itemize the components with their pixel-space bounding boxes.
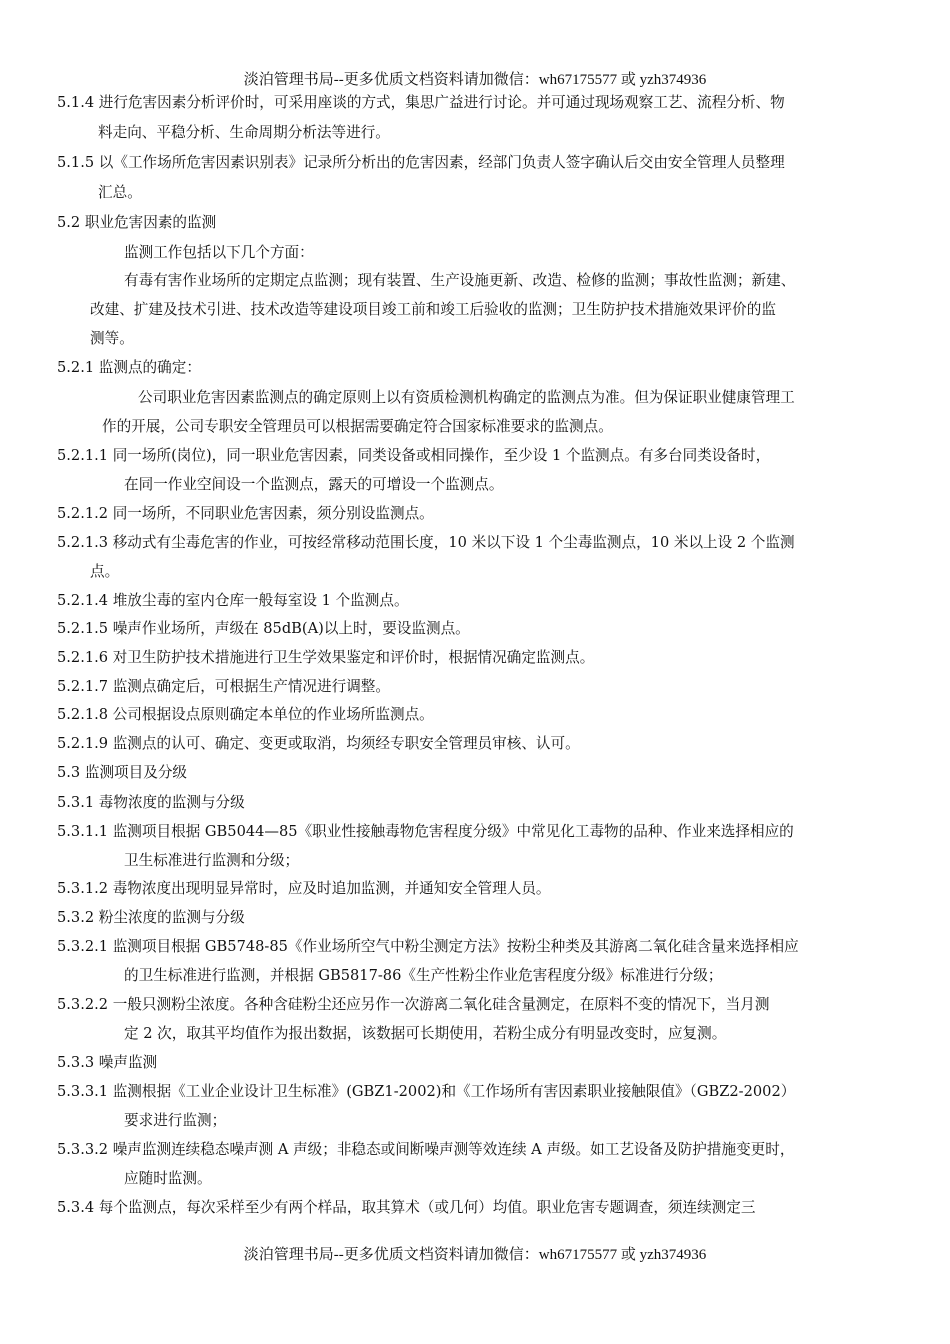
text-line: 在同一作业空间设一个监测点，露天的可增设一个监测点。: [124, 476, 504, 493]
section-heading: 5.3 监测项目及分级: [57, 764, 188, 781]
text-line: 定 2 次，取其平均值作为报出数据，该数据可长期使用，若粉尘成分有明显改变时，应复测。: [124, 1025, 727, 1042]
text-line: 5.2.1.3 移动式有尘毒危害的作业，可按经常移动范围长度，10 米以下设 1 个尘毒监测点，10 米以上设 2 个监测: [57, 534, 795, 551]
text-line: 5.2.1.2 同一场所，不同职业危害因素，须分别设监测点。: [57, 505, 434, 522]
text-line: 5.2.1.1 同一场所(岗位)，同一职业危害因素，同类设备或相同操作，至少设 1 个监测点。有多台同类设备时，: [57, 447, 771, 464]
text-line: 5.3.2.2 一般只测粉尘浓度。各种含硅粉尘还应另作一次游离二氧化硅含量测定，在原料不变的情况下，当月测: [57, 996, 770, 1013]
text-line: 汇总。: [98, 184, 142, 201]
text-line: 应随时监测。: [124, 1170, 212, 1187]
text-line: 5.2.1.6 对卫生防护技术措施进行卫生学效果鉴定和评价时，根据情况确定监测点。: [57, 649, 595, 666]
text-line: 5.1.5 以《工作场所危害因素识别表》记录所分析出的危害因素，经部门负责人签字确认后交由安全管理人员整理: [57, 154, 785, 171]
text-line: 料走向、平稳分析、生命周期分析法等进行。: [98, 124, 390, 141]
text-line: 卫生标准进行监测和分级；: [124, 852, 300, 869]
text-line: 5.1.4 进行危害因素分析评价时，可采用座谈的方式，集思广益进行讨论。并可通过现场观察工艺、流程分析、物: [57, 94, 785, 111]
text-line: 监测工作包括以下几个方面：: [124, 244, 314, 261]
section-heading: 5.3.3 噪声监测: [57, 1054, 158, 1071]
text-line: 有毒有害作业场所的定期定点监测；现有装置、生产设施更新、改造、检修的监测；事故性监测；新建、: [124, 272, 796, 289]
text-line: 要求进行监测；: [124, 1112, 227, 1129]
text-line: 公司职业危害因素监测点的确定原则上以有资质检测机构确定的监测点为准。但为保证职业健康管理工: [138, 389, 795, 406]
section-heading: 5.2 职业危害因素的监测: [57, 214, 217, 231]
text-line: 点。: [90, 563, 120, 580]
page-footer: 淡泊管理书局--更多优质文档资料请加微信：wh67175577 或 yzh374936: [243, 1247, 707, 1263]
text-line: 的卫生标准进行监测，并根据 GB5817-86《生产性粉尘作业危害程度分级》标准进行分级；: [124, 967, 723, 984]
text-line: 5.3.1.1 监测项目根据 GB5044—85《职业性接触毒物危害程度分级》中常见化工毒物的品种、作业来选择相应的: [57, 823, 794, 840]
text-line: 作的开展，公司专职安全管理员可以根据需要确定符合国家标准要求的监测点。: [102, 418, 613, 435]
text-line: 测等。: [90, 330, 134, 347]
text-line: 5.2.1.5 噪声作业场所，声级在 85dB(A)以上时，要设监测点。: [57, 620, 470, 637]
page-header: 淡泊管理书局--更多优质文档资料请加微信：wh67175577 或 yzh374936: [243, 72, 707, 88]
text-line: 5.2.1.4 堆放尘毒的室内仓库一般每室设 1 个监测点。: [57, 592, 409, 609]
text-line: 5.3.2.1 监测项目根据 GB5748-85《作业场所空气中粉尘测定方法》按粉尘种类及其游离二氧化硅含量来选择相应: [57, 938, 799, 955]
text-line: 5.2.1.7 监测点确定后，可根据生产情况进行调整。: [57, 678, 390, 695]
text-line: 5.3.3.2 噪声监测连续稳态噪声测 A 声级；非稳态或间断噪声测等效连续 A 声级。如工艺设备及防护措施变更时，: [57, 1141, 795, 1158]
text-line: 5.2.1.8 公司根据设点原则确定本单位的作业场所监测点。: [57, 706, 434, 723]
section-heading: 5.2.1 监测点的确定：: [57, 359, 201, 376]
section-heading: 5.3.1 毒物浓度的监测与分级: [57, 794, 245, 811]
text-line: 5.2.1.9 监测点的认可、确定、变更或取消，均须经专职安全管理员审核、认可。: [57, 735, 580, 752]
text-line: 5.3.1.2 毒物浓度出现明显异常时，应及时追加监测，并通知安全管理人员。: [57, 880, 551, 897]
section-heading: 5.3.2 粉尘浓度的监测与分级: [57, 909, 245, 926]
text-line: 5.3.4 每个监测点，每次采样至少有两个样品，取其算术（或几何）均值。职业危害专题调查，须连续测定三: [57, 1199, 756, 1216]
text-line: 改建、扩建及技术引进、技术改造等建设项目竣工前和竣工后验收的监测；卫生防护技术措施效果评价的监: [90, 301, 776, 318]
text-line: 5.3.3.1 监测根据《工业企业设计卫生标准》(GBZ1-2002)和《工作场所有害因素职业接触限值》（GBZ2-2002）: [57, 1083, 796, 1100]
